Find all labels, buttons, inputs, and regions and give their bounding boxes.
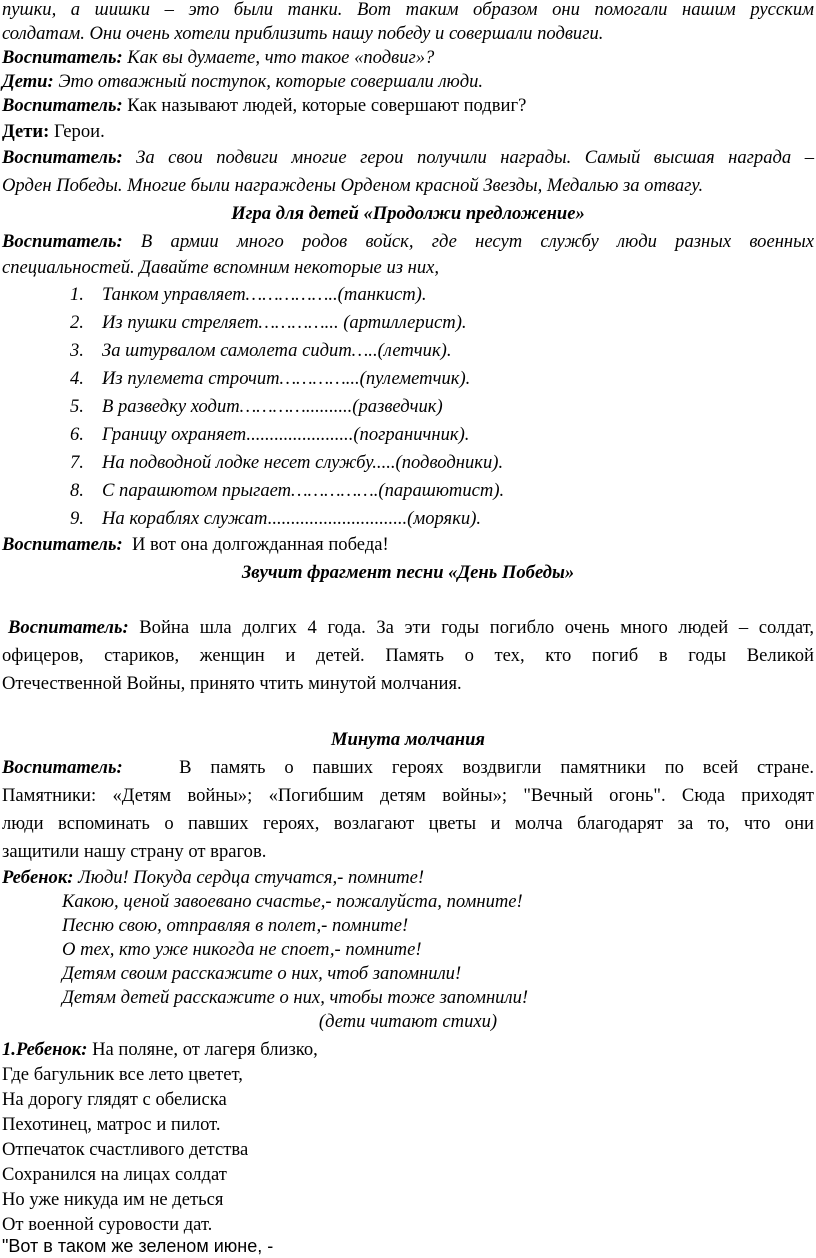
list-item: 6. Границу охраняет.......................(пограничник). <box>70 424 470 445</box>
speaker-label: Воспитатель: <box>2 757 123 778</box>
dialogue-line: специальностей. Давайте вспомним некоторые из них, <box>2 257 440 278</box>
dialogue-text: Как вы думаете, что такое «подвиг»? <box>127 47 435 68</box>
dialogue-text: Война шла долгих 4 года. За эти годы погибло очень много людей – солдат, <box>139 617 814 638</box>
speaker-label: Дети: <box>2 71 54 92</box>
speaker-label: Воспитатель: <box>2 47 123 68</box>
section-title: Минута молчания <box>330 729 486 750</box>
stage-note: (дети читают стихи) <box>318 1011 498 1032</box>
list-item: 4. Из пулемета строчит…………...(пулеметчик). <box>70 368 471 389</box>
dialogue-line: Орден Победы. Многие были награждены Орденом красной Звезды, Медалью за отвагу. <box>2 175 704 196</box>
poem-line: Но уже никуда им не деться <box>2 1189 224 1210</box>
dialogue-line: люди вспоминать о павших героях, возлагают цветы и молча благодарят за то, что они <box>2 813 814 834</box>
list-item: 3. За штурвалом самолета сидит…..(летчик). <box>70 340 452 361</box>
dialogue-line <box>2 46 814 70</box>
dialogue-line <box>2 120 814 144</box>
dialogue-line: Отечественной Войны, принято чтить минутой молчания. <box>2 673 462 694</box>
list-item: 9. На кораблях служат..............................(моряки). <box>70 508 482 529</box>
dialogue-line <box>2 230 814 254</box>
poem-line: "Вот в таком же зеленом июне, - <box>2 1236 274 1256</box>
poem-line: Детям детей расскажите о них, чтобы тоже запомнили! <box>62 987 529 1008</box>
poem-line: Детям своим расскажите о них, чтоб запомнили! <box>62 963 462 984</box>
poem-line: Пехотинец, матрос и пилот. <box>2 1114 221 1135</box>
poem-line: На дорогу глядят с обелиска <box>2 1089 227 1110</box>
speaker-label: Воспитатель: <box>2 534 123 555</box>
poem-line: Ребенок: Люди! Покуда сердца стучатся,- помните! <box>2 867 425 888</box>
dialogue-line: защитили нашу страну от врагов. <box>2 841 267 862</box>
dialogue-line <box>2 533 814 557</box>
poem-line: Какою, ценой завоевано счастье,- пожалуйста, помните! <box>62 891 523 912</box>
poem-line: От военной суровости дат. <box>2 1214 213 1235</box>
dialogue-line: офицеров, стариков, женщин и детей. Память о тех, кто погиб в годы Великой <box>2 645 814 666</box>
dialogue-text: За свои подвиги многие герои получили награды. Самый высшая награда – <box>136 147 814 168</box>
poem-line: Сохранился на лицах солдат <box>2 1164 227 1185</box>
dialogue-line <box>2 146 814 170</box>
speaker-label: 1.Ребенок: <box>2 1039 88 1060</box>
paragraph-line: пушки, а шишки – это были танки. Вот таким образом они помогали нашим русским <box>2 0 814 20</box>
speaker-label: Воспитатель: <box>2 95 123 116</box>
speaker-label: Дети: <box>2 121 50 142</box>
poem-line: О тех, кто уже никогда не споет,- помните! <box>62 939 422 960</box>
paragraph-line: солдатам. Они очень хотели приблизить нашу победу и совершали подвиги. <box>2 23 604 44</box>
poem-line: Где багульник все лето цветет, <box>2 1064 243 1085</box>
list-item: 5. В разведку ходит…………..........(разведчик) <box>70 396 443 417</box>
speaker-label: Ребенок: <box>2 867 74 888</box>
dialogue-text: В армии много родов войск, где несут службу люди разных военных <box>140 231 814 252</box>
poem-line: 1.Ребенок: На поляне, от лагеря близко, <box>2 1039 318 1060</box>
speaker-label: Воспитатель: <box>2 231 123 252</box>
dialogue-text: Это отважный поступок, которые совершали люди. <box>58 71 484 92</box>
list-item: 2. Из пушки стреляет…………... (артиллерист). <box>70 312 467 333</box>
speaker-label: Воспитатель: <box>8 617 129 638</box>
dialogue-line <box>8 616 814 640</box>
dialogue-line <box>2 94 814 118</box>
dialogue-text: В память о павших героях воздвигли памятники по всей стране. <box>179 757 814 778</box>
dialogue-line <box>2 70 814 94</box>
list-item: 1. Танком управляет……………..(танкист). <box>70 284 427 305</box>
dialogue-text: Как называют людей, которые совершают подвиг? <box>127 95 527 116</box>
dialogue-line <box>2 756 814 780</box>
poem-line: Отпечаток счастливого детства <box>2 1139 249 1160</box>
section-title: Звучит фрагмент песни «День Победы» <box>241 562 575 583</box>
dialogue-text: И вот она долгожданная победа! <box>131 534 389 555</box>
dialogue-text: Герои. <box>53 121 105 142</box>
dialogue-line: Памятники: «Детям войны»; «Погибшим детям войны»; "Вечный огонь". Сюда приходят <box>2 785 814 806</box>
list-item: 8. С парашютом прыгает…………….(парашютист). <box>70 480 505 501</box>
speaker-label: Воспитатель: <box>2 147 123 168</box>
list-item: 7. На подводной лодке несет службу.....(подводники). <box>70 452 504 473</box>
section-title: Игра для детей «Продолжи предложение» <box>231 203 585 224</box>
poem-line: Песню свою, отправляя в полет,- помните! <box>62 915 409 936</box>
